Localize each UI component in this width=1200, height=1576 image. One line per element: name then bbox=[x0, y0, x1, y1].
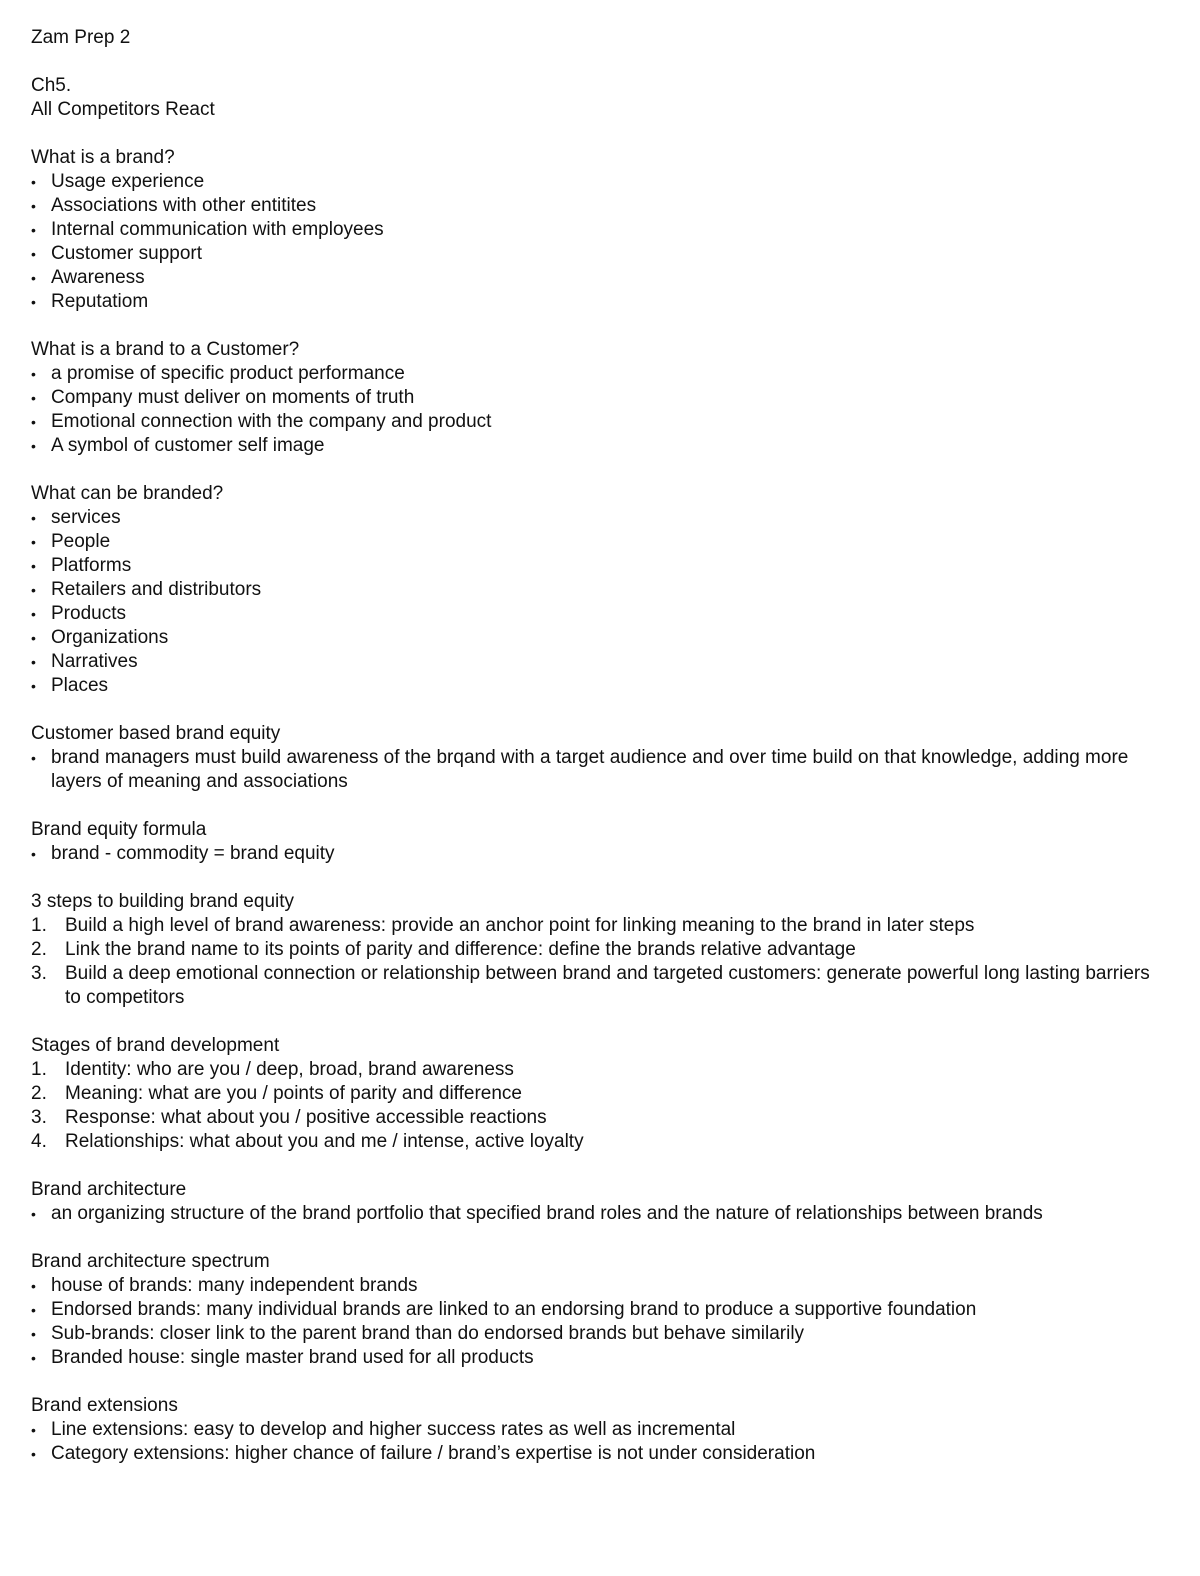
list-number: 4. bbox=[31, 1131, 47, 1152]
bullet-icon: • bbox=[31, 390, 36, 406]
list-item-text: Internal communication with employees bbox=[51, 219, 384, 240]
notes-section bbox=[31, 482, 1160, 698]
list-item bbox=[31, 1202, 1160, 1226]
numbered-list bbox=[31, 1058, 1160, 1154]
bullet-icon: • bbox=[31, 630, 36, 646]
bullet-icon: • bbox=[31, 1206, 36, 1222]
list-number: 3. bbox=[31, 963, 47, 984]
list-item-text: an organizing structure of the brand portfolio that specified brand roles and the nature of relationships between brands bbox=[51, 1203, 1043, 1224]
list-item bbox=[31, 386, 1160, 410]
list-item bbox=[31, 506, 1160, 530]
list-item-text: Emotional connection with the company and product bbox=[51, 411, 492, 432]
list-item-text: Products bbox=[51, 603, 126, 624]
list-item bbox=[31, 1106, 1160, 1130]
list-item bbox=[31, 842, 1160, 866]
bullet-list bbox=[31, 362, 1160, 458]
list-item bbox=[31, 962, 1160, 1010]
bullet-icon: • bbox=[31, 1326, 36, 1342]
section-heading: Customer based brand equity bbox=[31, 723, 281, 744]
bullet-icon: • bbox=[31, 270, 36, 286]
list-number: 3. bbox=[31, 1107, 47, 1128]
list-item bbox=[31, 1274, 1160, 1298]
list-item-text: Organizations bbox=[51, 627, 169, 648]
spacer-line bbox=[31, 50, 1160, 74]
bullet-icon: • bbox=[31, 750, 36, 766]
list-item bbox=[31, 530, 1160, 554]
section-heading: What is a brand? bbox=[31, 147, 175, 168]
list-number: 2. bbox=[31, 939, 47, 960]
list-item-text: Usage experience bbox=[51, 171, 205, 192]
list-item-text: Branded house: single master brand used for all products bbox=[51, 1347, 534, 1368]
list-item bbox=[31, 434, 1160, 458]
bullet-list bbox=[31, 506, 1160, 698]
section-heading: What is a brand to a Customer? bbox=[31, 339, 300, 360]
list-item-text: Customer support bbox=[51, 243, 203, 264]
list-item bbox=[31, 914, 1160, 938]
bullet-icon: • bbox=[31, 222, 36, 238]
list-item bbox=[31, 362, 1160, 386]
bullet-icon: • bbox=[31, 438, 36, 454]
list-item bbox=[31, 1130, 1160, 1154]
list-item bbox=[31, 1418, 1160, 1442]
list-item-text: Build a deep emotional connection or relationship between brand and targeted customers: generate powerful long lasting barriers to competitors bbox=[65, 963, 1150, 1008]
list-item bbox=[31, 1346, 1160, 1370]
list-item-text: brand - commodity = brand equity bbox=[51, 843, 335, 864]
notes-section bbox=[31, 890, 1160, 1010]
list-item bbox=[31, 578, 1160, 602]
bullet-icon: • bbox=[31, 198, 36, 214]
list-item bbox=[31, 290, 1160, 314]
bullet-icon: • bbox=[31, 1422, 36, 1438]
list-item bbox=[31, 410, 1160, 434]
notes-section bbox=[31, 1250, 1160, 1370]
list-item bbox=[31, 170, 1160, 194]
section-heading: Brand architecture spectrum bbox=[31, 1251, 270, 1272]
list-item-text: Category extensions: higher chance of failure / brand’s expertise is not under consideration bbox=[51, 1443, 816, 1464]
list-item bbox=[31, 602, 1160, 626]
bullet-icon: • bbox=[31, 414, 36, 430]
list-item bbox=[31, 650, 1160, 674]
notes-body bbox=[31, 146, 1160, 1466]
list-item bbox=[31, 218, 1160, 242]
list-item-text: Platforms bbox=[51, 555, 132, 576]
bullet-icon: • bbox=[31, 558, 36, 574]
list-item-text: Relationships: what about you and me / intense, active loyalty bbox=[65, 1131, 584, 1152]
section-heading: 3 steps to building brand equity bbox=[31, 891, 295, 912]
list-item bbox=[31, 1322, 1160, 1346]
list-item bbox=[31, 1442, 1160, 1466]
notes-section bbox=[31, 1394, 1160, 1466]
section-heading: What can be branded? bbox=[31, 483, 224, 504]
section-heading: Brand architecture bbox=[31, 1179, 187, 1200]
notes-section bbox=[31, 722, 1160, 794]
bullet-list bbox=[31, 1202, 1160, 1226]
notes-section bbox=[31, 818, 1160, 866]
chapter-title: All Competitors React bbox=[31, 99, 215, 120]
section-heading: Brand equity formula bbox=[31, 819, 207, 840]
chapter-label: Ch5. bbox=[31, 75, 72, 96]
list-number: 1. bbox=[31, 1059, 47, 1080]
list-item-text: a promise of specific product performance bbox=[51, 363, 405, 384]
list-number: 2. bbox=[31, 1083, 47, 1104]
section-heading: Brand extensions bbox=[31, 1395, 178, 1416]
list-item bbox=[31, 1082, 1160, 1106]
list-item bbox=[31, 554, 1160, 578]
document-title: Zam Prep 2 bbox=[31, 27, 131, 48]
list-item-text: services bbox=[51, 507, 121, 528]
list-item-text: Company must deliver on moments of truth bbox=[51, 387, 415, 408]
list-item bbox=[31, 626, 1160, 650]
bullet-icon: • bbox=[31, 1278, 36, 1294]
notes-section bbox=[31, 1034, 1160, 1154]
list-item-text: Link the brand name to its points of parity and difference: define the brands relative advantage bbox=[65, 939, 856, 960]
list-item-text: Reputatiom bbox=[51, 291, 149, 312]
bullet-icon: • bbox=[31, 678, 36, 694]
bullet-icon: • bbox=[31, 1446, 36, 1462]
list-item-text: Retailers and distributors bbox=[51, 579, 262, 600]
list-item bbox=[31, 242, 1160, 266]
document-header bbox=[31, 26, 1160, 122]
list-item bbox=[31, 194, 1160, 218]
list-item-text: Sub-brands: closer link to the parent brand than do endorsed brands but behave similarily bbox=[51, 1323, 805, 1344]
list-item-text: Build a high level of brand awareness: provide an anchor point for linking meaning to the brand in later steps bbox=[65, 915, 975, 936]
numbered-list bbox=[31, 914, 1160, 1010]
list-item-text: Meaning: what are you / points of parity and difference bbox=[65, 1083, 522, 1104]
notes-section bbox=[31, 146, 1160, 314]
list-item-text: A symbol of customer self image bbox=[51, 435, 325, 456]
list-item bbox=[31, 938, 1160, 962]
list-item-text: Places bbox=[51, 675, 109, 696]
list-item-text: Identity: who are you / deep, broad, brand awareness bbox=[65, 1059, 514, 1080]
list-item bbox=[31, 746, 1160, 794]
bullet-icon: • bbox=[31, 654, 36, 670]
list-item bbox=[31, 266, 1160, 290]
list-item-text: brand managers must build awareness of the brqand with a target audience and over time build on that knowledge, adding more layers of meaning and associations bbox=[51, 747, 1129, 792]
bullet-icon: • bbox=[31, 606, 36, 622]
list-item-text: Awareness bbox=[51, 267, 145, 288]
list-item bbox=[31, 1058, 1160, 1082]
bullet-icon: • bbox=[31, 582, 36, 598]
list-item bbox=[31, 1298, 1160, 1322]
bullet-list bbox=[31, 842, 1160, 866]
list-item-text: house of brands: many independent brands bbox=[51, 1275, 418, 1296]
list-item-text: Line extensions: easy to develop and higher success rates as well as incremental bbox=[51, 1419, 736, 1440]
list-number: 1. bbox=[31, 915, 47, 936]
notes-section bbox=[31, 338, 1160, 458]
bullet-icon: • bbox=[31, 174, 36, 190]
list-item-text: People bbox=[51, 531, 111, 552]
list-item-text: Narratives bbox=[51, 651, 138, 672]
section-heading: Stages of brand development bbox=[31, 1035, 280, 1056]
bullet-icon: • bbox=[31, 534, 36, 550]
bullet-list bbox=[31, 1418, 1160, 1466]
bullet-icon: • bbox=[31, 510, 36, 526]
list-item bbox=[31, 674, 1160, 698]
bullet-list bbox=[31, 746, 1160, 794]
bullet-icon: • bbox=[31, 294, 36, 310]
bullet-list bbox=[31, 1274, 1160, 1370]
bullet-icon: • bbox=[31, 246, 36, 262]
bullet-list bbox=[31, 170, 1160, 314]
bullet-icon: • bbox=[31, 366, 36, 382]
notes-section bbox=[31, 1178, 1160, 1226]
bullet-icon: • bbox=[31, 846, 36, 862]
list-item-text: Response: what about you / positive accessible reactions bbox=[65, 1107, 547, 1128]
list-item-text: Associations with other entitites bbox=[51, 195, 317, 216]
bullet-icon: • bbox=[31, 1302, 36, 1318]
bullet-icon: • bbox=[31, 1350, 36, 1366]
list-item-text: Endorsed brands: many individual brands are linked to an endorsing brand to produce a supportive foundation bbox=[51, 1299, 977, 1320]
